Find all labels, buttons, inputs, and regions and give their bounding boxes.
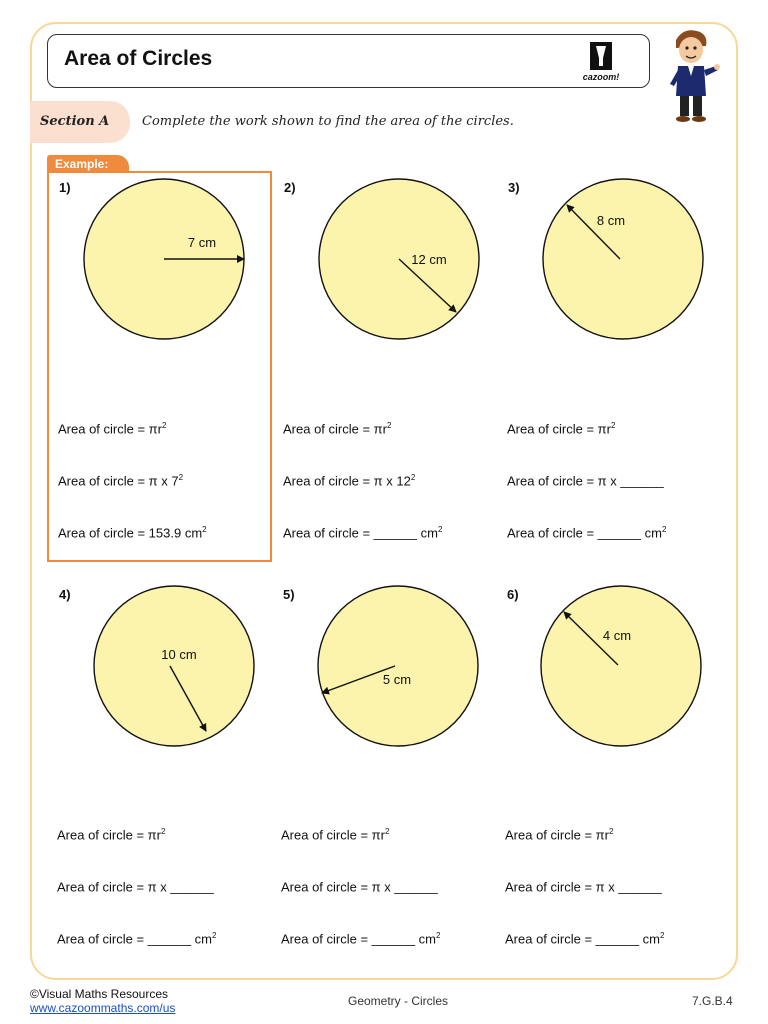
q6-line3: Area of circle = ______ $cm^2$ <box>505 931 665 947</box>
q4-line2: Area of circle = π x ______ <box>57 879 214 895</box>
q3-line3: Area of circle = ______ $cm^2$ <box>507 525 667 541</box>
q3-line2: Area of circle = π x ______ <box>507 473 664 489</box>
q1-line3: Area of circle = 153.9 $cm^2$ <box>58 525 207 541</box>
question-number-2: 2) <box>284 180 296 195</box>
question-number-3: 3) <box>508 180 520 195</box>
q6-line2: Area of circle = π x ______ <box>505 879 662 895</box>
q2-line3: Area of circle = ______ $cm^2$ <box>283 525 443 541</box>
q1-line2: Area of circle = π x $7^2$ <box>58 473 184 489</box>
radius-label-4: 10 cm <box>161 647 197 662</box>
section-label: Section A <box>40 114 110 129</box>
question-number-4: 4) <box>59 587 71 602</box>
q3-line1: Area of circle = $\pi r^2$ <box>507 421 616 437</box>
question-number-5: 5) <box>283 587 295 602</box>
radius-label-1: 7 cm <box>187 235 217 250</box>
page-title: Area of Circles <box>64 47 213 70</box>
footer-copyright: ©Visual Maths Resources <box>30 987 169 1001</box>
q2-line1: Area of circle = $\pi r^2$ <box>283 421 392 437</box>
circle-6 <box>541 586 701 746</box>
circle-3 <box>543 179 703 339</box>
instruction-text: Complete the work shown to find the area of the circles. <box>142 114 514 129</box>
example-label: Example: <box>55 157 109 171</box>
footer-code: 7.G.B.4 <box>692 994 733 1008</box>
q5-line1: Area of circle = $\pi r^2$ <box>281 827 390 843</box>
q5-line2: Area of circle = π x ______ <box>281 879 438 895</box>
footer-website-link[interactable]: www.cazoommaths.com/us <box>30 1001 176 1015</box>
radius-label-3: 8 cm <box>596 213 626 228</box>
circle-2 <box>319 179 479 339</box>
radius-label-6: 4 cm <box>602 628 632 643</box>
radius-label-2: 12 cm <box>411 252 447 267</box>
radius-label-5: 5 cm <box>382 672 412 687</box>
question-number-6: 6) <box>507 587 519 602</box>
logo-text: cazoom! <box>582 72 620 82</box>
q4-line3: Area of circle = ______ $cm^2$ <box>57 931 217 947</box>
footer-topic: Geometry - Circles <box>348 994 449 1008</box>
q5-line3: Area of circle = ______ $cm^2$ <box>281 931 441 947</box>
circle-4 <box>94 586 254 746</box>
q6-line1: Area of circle = $\pi r^2$ <box>505 827 614 843</box>
question-number-1: 1) <box>59 180 71 195</box>
circle-5 <box>318 586 478 746</box>
q4-line1: Area of circle = $\pi r^2$ <box>57 827 166 843</box>
circle-1 <box>84 179 244 339</box>
q2-line2: Area of circle = π x $12^2$ <box>283 473 416 489</box>
q1-line1: Area of circle = $\pi r^2$ <box>58 421 167 437</box>
